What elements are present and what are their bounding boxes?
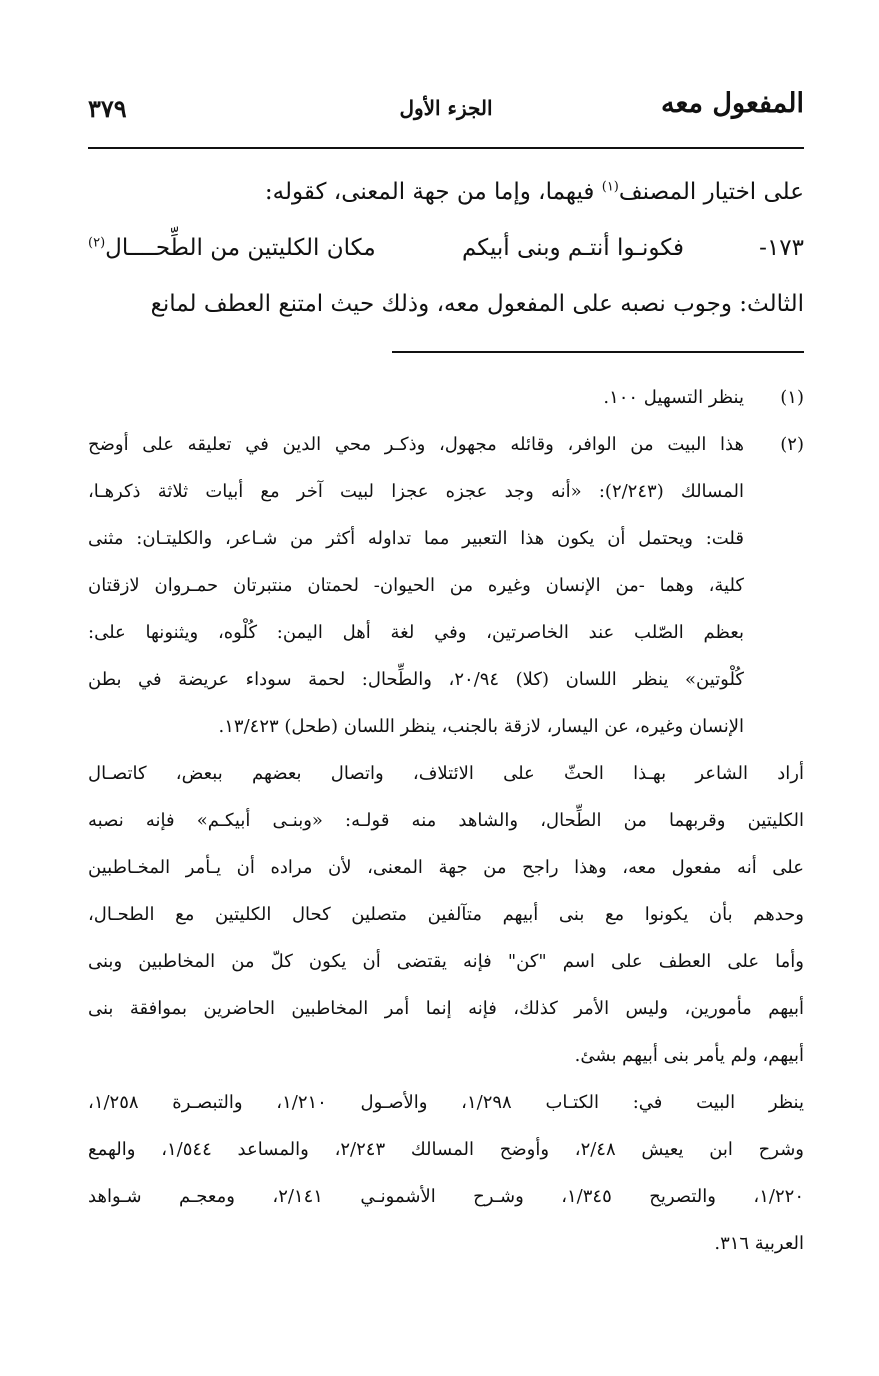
footnote-line: أبيهم مأمورين، وليس الأمر كذلك، فإنه إنما أمر المخاطبين الحاضرين بموافقة بنى [88,998,804,1019]
main-line: الثالث: وجوب نصبه على المفعول معه، وذلك حيث امتنع العطف لمانع [150,291,804,317]
footnote-separator [392,351,804,353]
footnote-1 [88,374,804,421]
footnote-line: المسالك (٢/٢٤٣): «أنه وجد عجزه عجزا لبيت آخر مع أبيات ثلاثة ذكرهـا، [88,481,744,502]
main-line-text: فيهما، وإما من جهة المعنى، كقوله: [264,179,602,205]
footnote-line: هذا البيت من الوافر، وقائله مجهول، وذكـر محي الدين في تعليقه على أوضح [88,434,744,455]
footnote-line: كُلْوتين» ينظر اللسان (كلا) ٢٠/٩٤، والطِّحال: لحمة سوداء عريضة في بطن [88,669,744,690]
footnote-mark: (٢) [780,434,804,455]
footnote-line: أبيهم، ولم يأمر بنى أبيهم بشئ. [574,1045,804,1066]
main-line [88,164,804,220]
footnote-line: ينظر التسهيل ١٠٠. [603,387,744,408]
part-title: الجزء الأول [399,96,493,120]
chapter-title: المفعول معه [661,88,804,119]
footnote-line: الكليتين وقربهما من الطِّحال، والشاهد منه قولـه: «وبنـى أبيكـم» فإنه نصبه [88,810,804,831]
footnote-2 [88,421,804,1267]
footnote-sources [88,1079,804,1267]
header-rule [88,147,804,149]
verse-second-half-text: مكان الكليتين من الطِّحــــال [105,235,376,261]
footnote-line: العربية ٣١٦. [714,1233,804,1254]
footnote-line: بعظم الصّلب عند الخاصرتين، وفي لغة أهل اليمن: كُلْوه، ويثنونها على: [88,622,744,643]
footnote-ref: (٢) [88,235,106,251]
footnote-line: وشرح ابن يعيش ٢/٤٨، وأوضح المسالك ٢/٢٤٣، والمساعد ١/٥٤٤، والهمع [88,1139,804,1160]
book-page [88,0,804,1376]
running-header [88,88,804,136]
verse-line [88,220,804,276]
verse-first-half: فكونـوا أنتـم وبنى أبيكم [461,235,684,261]
footnote-line: ١/٢٢٠، والتصريح ١/٣٤٥، وشـرح الأشمونـي ٢/١٤١، ومعجـم شـواهد [88,1186,804,1207]
footnote-line: أراد الشاعر بهـذا الحثّ على الائتلاف، واتصال بعضهم ببعض، كاتصـال [88,763,804,784]
footnote-line: كلية، وهما -من الإنسان وغيره من الحيوان- لحمتان منتبرتان حمـروان لازقتان [88,575,744,596]
footnotes [88,374,804,1267]
footnote-line: على أنه مفعول معه، وهذا راجح من جهة المعنى، لأن مراده أن يـأمر المخـاطبين [88,857,804,878]
footnote-line: الإنسان وغيره، عن اليسار، لازقة بالجنب، ينظر اللسان (طحل) ١٣/٤٢٣. [218,716,744,737]
main-line-text: على اختيار المصنف [618,179,804,205]
footnote-line: وأما على العطف على اسم "كن" فإنه يقتضى أن يكون كلّ من المخاطبين وبنى [88,951,804,972]
footnote-ref: (١) [601,179,619,195]
verse-number: ١٧٣- [759,235,804,261]
footnote-commentary [88,750,804,1079]
page-number: ٣٧٩ [88,94,127,123]
footnote-mark: (١) [780,387,804,408]
main-text [88,164,804,332]
footnote-line: ينظر البيت في: الكتـاب ١/٢٩٨، والأصـول ١/٢١٠، والتبصـرة ١/٢٥٨، [88,1092,804,1113]
footnote-line: وحدهم بأن يكونوا مع بنى أبيهم متآلفين متصلين كحال الكليتين مع الطحـال، [88,904,804,925]
footnote-line: قلت: ويحتمل أن يكون هذا التعبير مما تداوله أكثر من شـاعر، والكليتـان: مثنى [88,528,744,549]
verse-second-half [88,220,376,276]
